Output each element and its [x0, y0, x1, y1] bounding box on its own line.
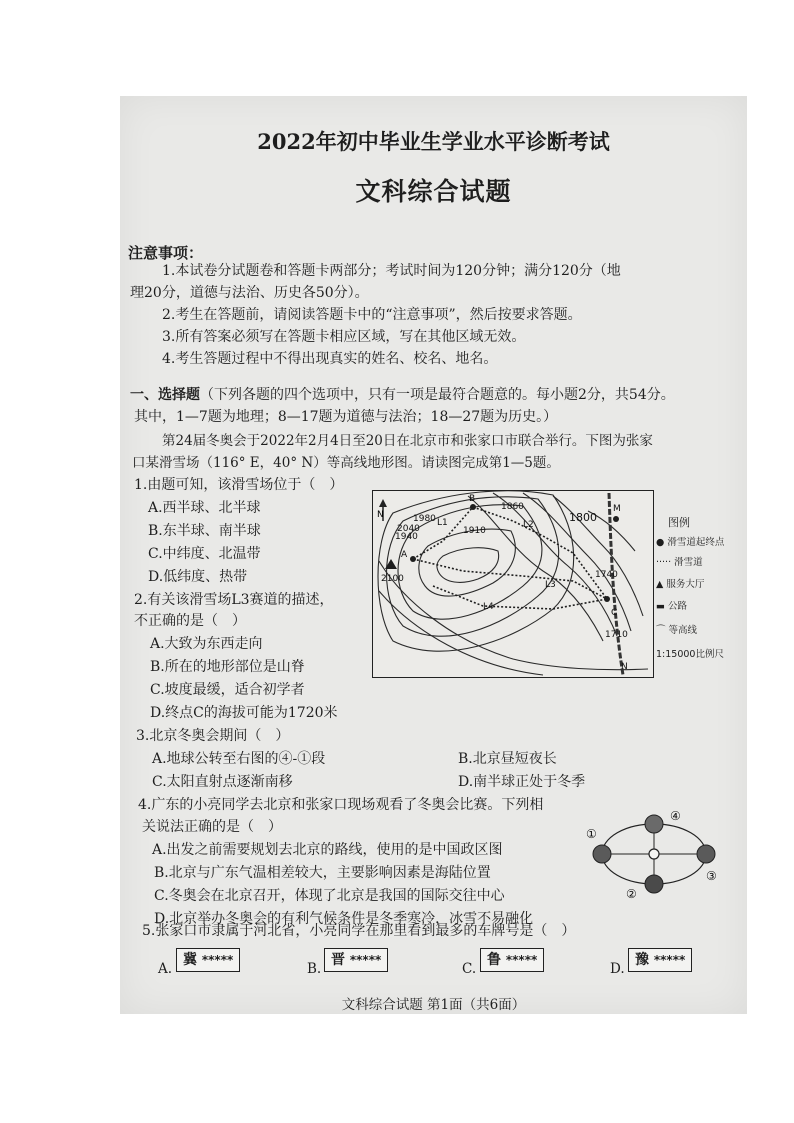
- plate-b-char: 晋: [331, 952, 345, 968]
- q3-option-c: C.太阳直射点逐渐南移: [152, 774, 293, 790]
- q5-option-a: A.: [158, 961, 173, 977]
- intro-line-1: 第24届冬奥会于2022年2月4日至20日在北京市和张家口市联合举行。下图为张家: [162, 433, 653, 449]
- q4-option-b: B.北京与广东气温相差较大，主要影响因素是海陆位置: [154, 865, 491, 881]
- plate-d-char: 豫: [635, 952, 649, 968]
- plate-d-stars: *****: [653, 953, 686, 967]
- earth-orbit-graphic: [582, 804, 722, 900]
- map-contour-1860: 1860: [501, 502, 524, 512]
- q1-option-d: D.低纬度、热带: [148, 569, 248, 585]
- q1-option-b: B.东半球、南半球: [148, 523, 261, 539]
- plate-c: [480, 948, 544, 972]
- q2-option-a: A.大致为东西走向: [150, 636, 263, 652]
- q3-option-b: B.北京昼短夜长: [458, 751, 557, 767]
- q1-option-a: A.西半球、北半球: [148, 500, 261, 516]
- earth-orbit-diagram: [582, 804, 722, 900]
- orbit-label-1: ①: [586, 827, 597, 841]
- legend-dot-icon: ●: [656, 537, 665, 548]
- map-contour-1980: 1980: [413, 514, 436, 524]
- q2-option-d: D.终点C的海拔可能为1720米: [150, 705, 338, 721]
- intro-line-2: 口某滑雪场（116° E，40° N）等高线地形图。请读图完成第1—5题。: [132, 455, 560, 471]
- orbit-label-3: ③: [706, 869, 717, 883]
- notice-heading: 注意事项：: [128, 244, 204, 262]
- plate-a: [176, 948, 240, 972]
- map-contour-1800: 1800: [569, 511, 597, 524]
- notice-item-3: 3.所有答案必须写在答题卡相应区域，写在其他区域无效。: [162, 329, 526, 345]
- legend-item-lodge: ▲ 服务大厅: [656, 579, 705, 590]
- notice-item-4: 4.考生答题过程中不得出现真实的姓名、校名、地名。: [162, 351, 498, 367]
- map-contour-1910: 1910: [463, 526, 486, 536]
- q5-option-d: D.: [610, 961, 625, 977]
- map-label-n: N: [621, 662, 628, 672]
- q2-stem: 2.有关该滑雪场L3赛道的描述，: [134, 592, 334, 608]
- plate-c-stars: *****: [505, 953, 538, 967]
- q1-stem: 1.由题可知，该滑雪场位于（ ）: [134, 477, 344, 493]
- map-contour-1740: 1740: [595, 570, 618, 580]
- q2-stem-cont: 不正确的是（ ）: [134, 613, 246, 629]
- legend-road-icon: ▬: [656, 601, 665, 612]
- q5-option-c: C.: [462, 961, 477, 977]
- q4-option-d: D.北京举办冬奥会的有利气候条件是冬季寒冷，冰雪不易融化: [154, 911, 534, 927]
- plate-a-char: 冀: [183, 952, 197, 968]
- q4-option-c: C.冬奥会在北京召开，体现了北京是我国的国际交往中心: [154, 888, 505, 904]
- legend-item-scale: 1:15000比例尺: [656, 649, 724, 660]
- map-label-a: A: [401, 550, 408, 560]
- exam-sheet: [120, 96, 747, 1014]
- orbit-label-2: ②: [626, 887, 637, 900]
- map-label-l1: L1: [437, 518, 448, 528]
- map-label-m: M: [613, 504, 621, 514]
- plate-b-stars: *****: [349, 953, 382, 967]
- legend-title: 图例: [668, 516, 690, 529]
- map-label-l2: L2: [523, 520, 534, 530]
- legend-contour-icon: ⌒: [656, 625, 666, 636]
- q3-option-d: D.南半球正处于冬季: [458, 774, 586, 790]
- legend-item-road: ▬ 公路: [656, 601, 688, 612]
- map-contour-1940: 1940: [395, 532, 418, 542]
- plate-d: [628, 948, 692, 972]
- legend-dotted-line-icon: ·····: [656, 557, 672, 568]
- contour-map-graphic: [373, 491, 653, 677]
- legend-item-run: ····· 滑雪道: [656, 557, 703, 568]
- legend-lodge-icon: ▲: [656, 579, 664, 590]
- map-label-l3: L3: [545, 580, 556, 590]
- q1-option-c: C.中纬度、北温带: [148, 546, 261, 562]
- exam-subtitle: 文科综合试题: [355, 177, 512, 206]
- map-north-label: N: [377, 510, 384, 520]
- q5-option-b: B.: [307, 961, 322, 977]
- section-desc-2: 其中，1—7题为地理；8—17题为道德与法治；18—27题为历史。）: [134, 409, 558, 425]
- q4-option-a: A.出发之前需要规划去北京的路线，使用的是中国政区图: [152, 842, 503, 858]
- q4-stem: 4.广东的小亮同学去北京和张家口现场观看了冬奥会比赛。下列相: [138, 797, 544, 813]
- plate-c-char: 鲁: [487, 952, 501, 968]
- orbit-label-4: ④: [670, 809, 681, 823]
- q2-option-c: C.坡度最缓，适合初学者: [150, 682, 305, 698]
- q3-option-a: A.地球公转至右图的④-①段: [152, 751, 326, 767]
- q4-stem-cont: 关说法正确的是（ ）: [142, 819, 282, 835]
- notice-item-1: 1.本试卷分试题卷和答题卡两部分；考试时间为120分钟；满分120分（地: [162, 263, 621, 279]
- q3-stem: 3.北京冬奥会期间（ ）: [136, 728, 290, 744]
- notice-item-1-cont: 理20分，道德与法治、历史各50分）。: [130, 285, 369, 301]
- map-label-c: C: [611, 608, 618, 618]
- plate-b: [324, 948, 388, 972]
- plate-a-stars: *****: [201, 953, 234, 967]
- page-footer: 文科综合试题 第1面（共6面）: [341, 997, 526, 1013]
- legend-item-contour: ⌒ 等高线: [656, 625, 698, 636]
- map-contour-2040: 2040: [397, 524, 420, 534]
- section-heading: 一、选择题: [130, 387, 200, 403]
- legend-item-start-end: ● 滑雪道起终点: [656, 537, 725, 548]
- map-contour-2100: 2100: [381, 574, 404, 584]
- q2-option-b: B.所在的地形部位是山脊: [150, 659, 305, 675]
- notice-item-2: 2.考生在答题前，请阅读答题卡中的“注意事项”，然后按要求答题。: [162, 307, 582, 323]
- contour-map: [372, 490, 654, 678]
- map-contour-1710: 1710: [605, 630, 628, 640]
- exam-title: 2022年初中毕业生学业水平诊断考试: [257, 129, 610, 154]
- section-desc-1: （下列各题的四个选项中，只有一项是最符合题意的。每小题2分，共54分。: [200, 387, 675, 403]
- map-label-l4: L4: [483, 602, 494, 612]
- q5-stem: 5.张家口市隶属于河北省，小亮同学在那里看到最多的车牌号是（ ）: [142, 923, 576, 939]
- section-heading-line: [130, 384, 675, 406]
- map-label-b: B: [469, 494, 476, 504]
